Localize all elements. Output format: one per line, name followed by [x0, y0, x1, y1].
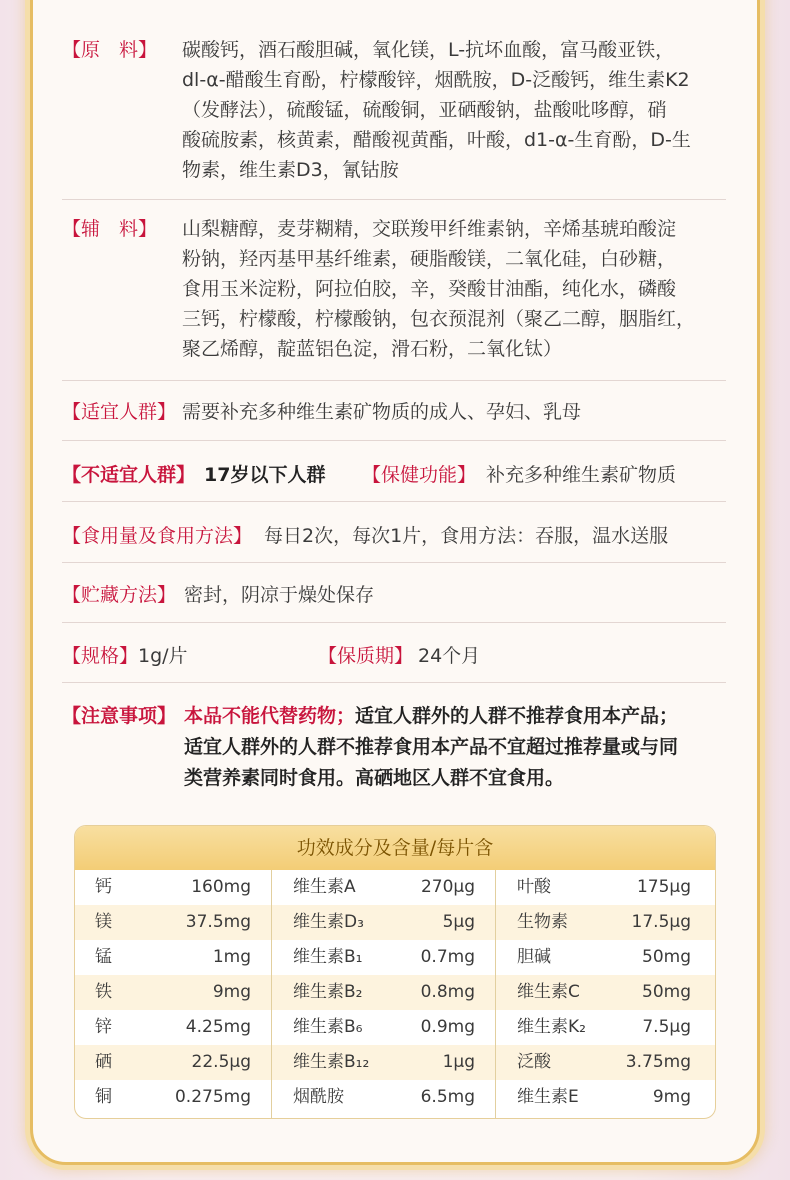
excipients-text — [182, 214, 730, 364]
excipients-label: 【辅 料】 — [62, 218, 158, 240]
notes-line: 适宜人群外的人群不推荐食用本产品； — [355, 705, 679, 727]
nutrient-amount: 0.7mg — [420, 947, 475, 967]
notes-line: 类营养素同时食用。高硒地区人群不宜食用。 — [184, 767, 565, 789]
divider — [62, 682, 726, 683]
nutrient-amount: 1μg — [442, 1052, 475, 1072]
nutrient-amount: 0.8mg — [420, 982, 475, 1002]
divider — [62, 440, 726, 441]
nutrient-amount: 5μg — [442, 912, 475, 932]
nutrient-name: 维生素D₃ — [293, 912, 364, 932]
nutrient-name: 泛酸 — [517, 1052, 551, 1072]
divider — [62, 622, 726, 623]
nutrient-name: 维生素K₂ — [517, 1017, 586, 1037]
nutrient-amount: 9mg — [652, 1087, 691, 1107]
nutrient-name: 维生素B₁₂ — [293, 1052, 370, 1072]
nutrient-name: 烟酰胺 — [293, 1087, 344, 1107]
nutrient-amount: 1mg — [212, 947, 251, 967]
nutrient-amount: 6.5mg — [420, 1087, 475, 1107]
nutrient-table — [74, 825, 716, 1119]
nutrient-name: 铁 — [95, 982, 112, 1002]
divider — [62, 380, 726, 381]
suitable-value: 需要补充多种维生素矿物质的成人、孕妇、乳母 — [182, 401, 582, 423]
nutrient-name: 维生素E — [517, 1087, 579, 1107]
nutrient-name: 叶酸 — [517, 877, 551, 897]
unsuitable-value: 17岁以下人群 — [204, 464, 326, 486]
nutrient-amount: 37.5mg — [185, 912, 251, 932]
nutrient-name: 镁 — [95, 912, 112, 932]
table-body — [75, 870, 715, 1118]
excipients-line: 聚乙烯醇，靛蓝铝色淀，滑石粉，二氧化钛） — [182, 338, 563, 360]
divider — [62, 562, 726, 563]
nutrient-amount: 22.5μg — [191, 1052, 251, 1072]
nutrient-amount: 4.25mg — [185, 1017, 251, 1037]
nutrient-name: 维生素A — [293, 877, 356, 897]
ingredients-label: 【原 料】 — [62, 39, 158, 61]
ingredients-line: 碳酸钙，酒石酸胆碱，氧化镁，L-抗坏血酸，富马酸亚铁， — [182, 39, 675, 61]
table-row — [75, 1080, 715, 1115]
excipients-line: 食用玉米淀粉，阿拉伯胶，辛，癸酸甘油酯，纯化水，磷酸 — [182, 278, 677, 300]
spec-label: 【规格】 — [62, 645, 139, 667]
dosage-label: 【食用量及食用方法】 — [62, 525, 253, 547]
table-row — [75, 975, 715, 1010]
nutrient-amount: 3.75mg — [625, 1052, 691, 1072]
table-row — [75, 1045, 715, 1080]
excipients-line: 山梨糖醇，麦芽糊精，交联羧甲纤维素钠，辛烯基琥珀酸淀 — [182, 218, 677, 240]
nutrient-amount: 175μg — [636, 877, 691, 897]
nutrient-amount: 7.5μg — [642, 1017, 691, 1037]
nutrient-name: 钙 — [95, 877, 112, 897]
function-label: 【保健功能】 — [362, 464, 477, 486]
shelf-life-value: 24个月 — [418, 645, 481, 667]
unsuitable-label: 【不适宜人群】 — [62, 464, 196, 486]
notes-text — [184, 701, 724, 794]
storage-value: 密封，阴凉于燥处保存 — [184, 584, 375, 606]
nutrient-amount: 50mg — [642, 947, 691, 967]
nutrient-name: 胆碱 — [517, 947, 551, 967]
divider — [62, 199, 726, 200]
nutrient-name: 维生素C — [517, 982, 580, 1002]
nutrient-amount: 0.9mg — [420, 1017, 475, 1037]
notes-line: 适宜人群外的人群不推荐食用本产品不宜超过推荐量或与同 — [184, 736, 679, 758]
nutrient-name: 锌 — [95, 1017, 112, 1037]
nutrient-name: 维生素B₁ — [293, 947, 363, 967]
table-row — [75, 1010, 715, 1045]
notes-label: 【注意事项】 — [62, 705, 177, 727]
nutrient-amount: 50mg — [642, 982, 691, 1002]
ingredients-line: （发酵法），硫酸锰，硫酸铜，亚硒酸钠，盐酸吡哆醇，硝 — [182, 99, 667, 121]
ingredients-line: 物素，维生素D3，氰钴胺 — [182, 159, 399, 181]
notes-warning: 本品不能代替药物； — [184, 705, 356, 727]
storage-label: 【贮藏方法】 — [62, 584, 177, 606]
nutrient-name: 硒 — [95, 1052, 112, 1072]
excipients-line: 粉钠，羟丙基甲基纤维素，硬脂酸镁，二氧化硅，白砂糖， — [182, 248, 677, 270]
dosage-value: 每日2次，每次1片，食用方法：吞服，温水送服 — [264, 525, 669, 547]
shelf-life-label: 【保质期】 — [318, 645, 414, 667]
divider — [62, 501, 726, 502]
table-row — [75, 870, 715, 905]
nutrient-amount: 17.5μg — [631, 912, 691, 932]
spec-value: 1g/片 — [138, 645, 188, 667]
ingredients-line: 酸硫胺素，核黄素，醋酸视黄酯，叶酸，d1-α-生育酚，D-生 — [182, 129, 691, 151]
column-divider — [271, 870, 272, 1118]
nutrient-amount: 270μg — [420, 877, 475, 897]
table-title: 功效成分及含量/每片含 — [75, 826, 715, 870]
nutrient-amount: 160mg — [191, 877, 251, 897]
nutrient-name: 锰 — [95, 947, 112, 967]
excipients-line: 三钙，柠檬酸，柠檬酸钠，包衣预混剂（聚乙二醇，胭脂红， — [182, 308, 696, 330]
nutrient-name: 铜 — [95, 1087, 112, 1107]
notes-section — [62, 701, 726, 797]
function-value: 补充多种维生素矿物质 — [486, 464, 677, 486]
nutrient-amount: 0.275mg — [174, 1087, 251, 1107]
table-row — [75, 905, 715, 940]
ingredients-line: dl-α-醋酸生育酚，柠檬酸锌，烟酰胺，D-泛酸钙，维生素K2 — [182, 69, 690, 91]
nutrient-amount: 9mg — [212, 982, 251, 1002]
nutrient-name: 维生素B₆ — [293, 1017, 363, 1037]
ingredients-text — [182, 35, 730, 185]
nutrient-name: 生物素 — [517, 912, 568, 932]
nutrient-name: 维生素B₂ — [293, 982, 363, 1002]
table-row — [75, 940, 715, 975]
column-divider — [495, 870, 496, 1118]
suitable-label: 【适宜人群】 — [62, 401, 177, 423]
